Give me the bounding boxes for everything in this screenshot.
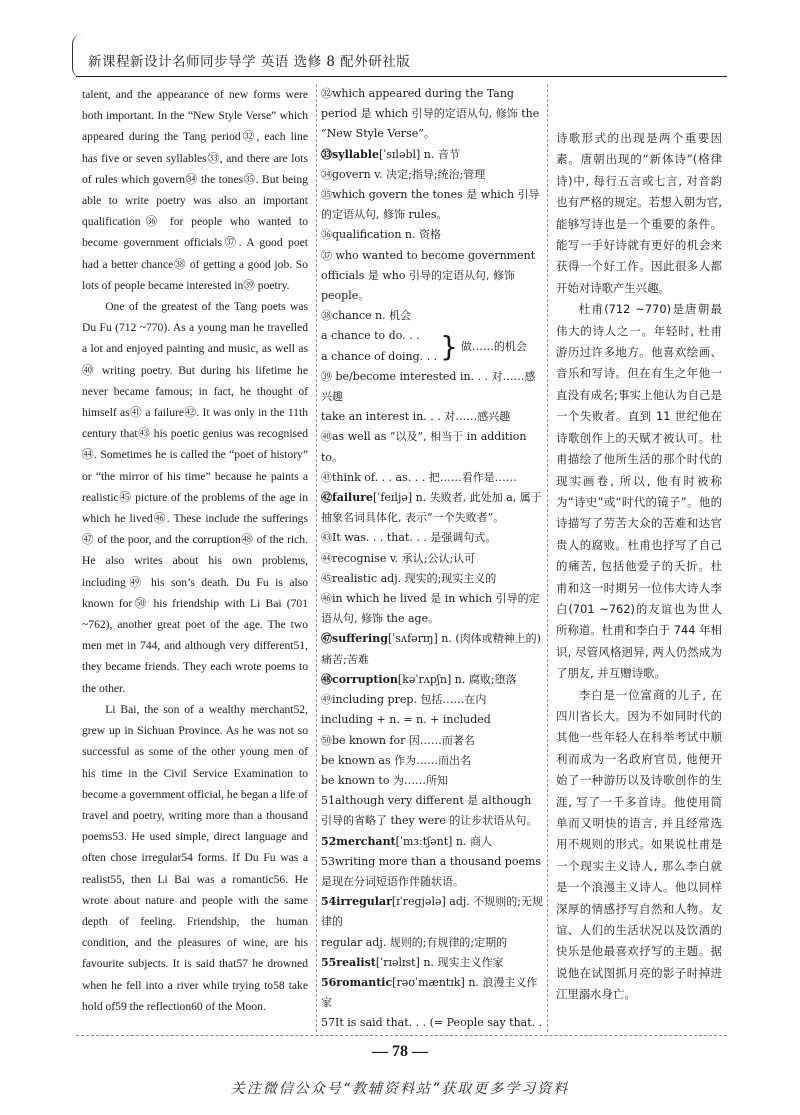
note-headword: ㊷failure bbox=[321, 491, 374, 505]
note-text: ㊱qualification n. 资格 bbox=[321, 228, 441, 242]
chinese-translation-column bbox=[556, 128, 722, 1076]
vocabulary-note bbox=[321, 892, 543, 932]
vocabulary-note bbox=[321, 710, 543, 730]
note-text: 57It is said that. . . (= People say that. . bbox=[321, 1016, 543, 1030]
chance-phrases bbox=[321, 326, 543, 366]
phrase-line: a chance to do. . . bbox=[321, 329, 420, 343]
vocabulary-notes-column bbox=[316, 84, 548, 1032]
vocabulary-note bbox=[321, 165, 543, 185]
chinese-paragraph-3: 李白是一位富商的儿子, 在四川省长大。因为不如同时代的其他一些年轻人在科举考试中顺利而成为一名政府官员, 他便开始了一种游历以及诗歌创作的生涯, 写了一千多首诗。他使用简单而又明快的语言, 并且经常选用不规则的形式。如果说杜甫是一个现实主义诗人, 那么李白就是一个浪漫主义诗人。他以同样深厚的情感抒写自然和人物。友谊、人们的生活状况以及饮酒的快乐是他最喜欢抒写的主题。据说他在试图抓月亮的影子时掉进江里溺水身亡。 bbox=[556, 687, 722, 1002]
vocabulary-note bbox=[321, 407, 543, 427]
english-text-column bbox=[82, 84, 308, 1032]
note-text: be known as 作为……而出名 bbox=[321, 753, 472, 767]
vocabulary-note bbox=[321, 670, 543, 690]
vocabulary-note bbox=[321, 731, 543, 751]
chinese-paragraph-2: 杜甫(712 ~770)是唐朝最伟大的诗人之一。年轻时, 杜甫游历过许多地方。他喜欢绘画、音乐和写诗。但在有生之年他一直没有成名;事实上他认为自己是一个失败者。直到 11 世纪他在诗歌创作上的天赋才被认可。杜甫描绘了他所生活的那个时代的现实画卷, 所以, 他有时被称为“诗史”或“时代的镜子”。他的诗描写了劳苦大众的苦难和达官贵人的腐败。杜甫也抒写了自己的痛苦, 包括他爱子的夭折。杜甫和这一时期另一位伟大诗人李白(701 ~762)的友谊也为世人所称道。杜甫和李白于 744 年相识, 尽管风格迥异, 两人仍然成为了朋友, 并互赠诗歌。 bbox=[556, 302, 722, 681]
note-text: be known to 为……所知 bbox=[321, 773, 448, 787]
note-text: [ˈsɪləbl] n. 音节 bbox=[378, 147, 460, 161]
note-text: ㉜which appeared during the Tang period 是 which 引导的定语从句, 修饰 the “New Style Verse”。 bbox=[321, 87, 540, 141]
english-paragraph-2: One of the greatest of the Tang poets was Du Fu (712 ~770). As a young man he travelled a lot and enjoyed painting and music, as well as㊵ writing poetry. But during his lifetime he never became famous; in fact, he thought of himself as㊶ a failure㊷. It was only in the 11th century that㊸ his poetic genius was recognised㊹. Sometimes he is called the “poet of history” or “the mirror of his time” because he paints a realistic㊺ picture of the problems of the age in which he lived㊻. These include the sufferings㊼ of the poor, and the corruption㊽ of the rich. He also writes about his own problems, including㊾ his son’s death. Du Fu is also known for㊿ his friendship with Li Bai (701 ~762), another great poet of the age. The two men met in 744, and although very different51, they became friends. They each wrote poems to the other. bbox=[82, 300, 308, 695]
note-text: including + n. = n. + included bbox=[321, 713, 491, 727]
page-header: 新课程新设计名师同步导学 英语 选修 8 配外研社版 bbox=[88, 54, 411, 70]
vocabulary-note bbox=[321, 852, 543, 892]
footer-note: 关注微信公众号“教辅资料站”获取更多学习资料 bbox=[230, 1081, 570, 1097]
note-text: ㊸It was. . . that. . . 是强调句式。 bbox=[321, 531, 497, 545]
vocabulary-note bbox=[321, 771, 543, 791]
note-text: ㊿be known for 因……而著名 bbox=[321, 733, 475, 747]
vocabulary-note bbox=[321, 589, 543, 629]
note-text: ㊲ who wanted to become government officials 是 who 引导的定语从句, 修饰 people。 bbox=[321, 248, 536, 303]
vocabulary-note bbox=[321, 953, 543, 973]
vocabulary-note bbox=[321, 690, 543, 710]
note-text: ㊹recognise v. 承认;公认;认可 bbox=[321, 551, 476, 565]
note-text: ㊻in which he lived 是 in which 引导的定语从句, 修饰 the age。 bbox=[321, 592, 540, 626]
english-paragraph-1: talent, and the appearance of new forms were both important. In the “New Style Verse” which appeared during the Tang period㉜, each line has five or seven syllables㉝, and there are lots of rules which govern㉞ the tones㉟. But being able to write poetry was also an important qualification㊱ for people who wanted to become government officials㊲. A good poet had a better chance㊳ of getting a good job. So lots of people became interested in㊴ poetry. bbox=[82, 88, 308, 292]
note-headword: 56romantic bbox=[321, 975, 393, 989]
phrase-line: a chance of doing. . . bbox=[321, 349, 438, 363]
phrase-meaning: 做……的机会 bbox=[460, 339, 527, 353]
note-text: ㊵as well as “以及”, 相当于 in addition to。 bbox=[321, 430, 527, 464]
note-headword: ㊼suffering bbox=[321, 632, 388, 646]
vocabulary-note bbox=[321, 84, 543, 145]
chinese-paragraph-1: 诗歌形式的出现是两个重要因素。唐朝出现的“新体诗”(格律诗)中, 每行五言或七言, 对音韵也有严格的规定。若想入朝为官, 能够写诗也是一个重要的条件。能写一手好诗就有更好的机会来获得一个好工作。因此很多人都开始对诗歌产生兴趣。 bbox=[556, 131, 722, 295]
vocabulary-note bbox=[321, 185, 543, 225]
vocabulary-note bbox=[321, 225, 543, 245]
vocabulary-note bbox=[321, 427, 543, 467]
vocabulary-note bbox=[321, 569, 543, 589]
vocabulary-note bbox=[321, 528, 543, 548]
vocabulary-note bbox=[321, 791, 543, 831]
note-text: ㊴ be/become interested in. . . 对……感兴趣 bbox=[321, 369, 536, 404]
note-headword: 55realist bbox=[321, 955, 376, 969]
note-text: [ˈmɜːtʃənt] n. 商人 bbox=[395, 834, 492, 848]
vocabulary-note bbox=[321, 832, 543, 852]
note-headword: ㊽corruption bbox=[321, 672, 398, 686]
vocabulary-note bbox=[321, 1013, 543, 1032]
note-text: ㉟which govern the tones 是 which 引导的定语从句, 修饰 rules。 bbox=[321, 188, 540, 222]
vocabulary-note bbox=[321, 629, 543, 669]
vocabulary-note bbox=[321, 933, 543, 953]
brace-icon: } bbox=[440, 329, 458, 363]
note-text: ㊳chance n. 机会 bbox=[321, 309, 412, 323]
note-text: [ˈfeɪljə] n. 失败者, 此处加 a, 属于抽象名词具体化, 表示“一个失败者”。 bbox=[321, 491, 542, 525]
english-paragraph-3: Li Bai, the son of a wealthy merchant52, grew up in Sichuan Province. As he was not so successful as some of the other young men of his time in the Civil Service Examination to become a government official, he began a life of travel and poetry, writing more than a thousand poems53. He used simple, direct language and often chose irregular54 forms. If Du Fu was a realist55, then Li Bai was a romantic56. He wrote about nature and people with the same depth of feeling. Friendship, the human condition, and the pleasures of wine, are his favourite subjects. It is said that57 he drowned when he fell into a river while trying to58 take hold of59 the reflection60 of the Moon. bbox=[82, 702, 308, 1013]
note-text: ㊾including prep. 包括……在内 bbox=[321, 693, 487, 707]
note-text: [ɪˈreɡjələ] adj. 不规则的;无规律的 bbox=[321, 895, 543, 929]
page-number: — 78 — bbox=[372, 1043, 428, 1060]
vocabulary-note bbox=[321, 973, 543, 1013]
vocabulary-note bbox=[321, 367, 543, 407]
note-text: take an interest in. . . 对……感兴趣 bbox=[321, 410, 511, 424]
vocabulary-note bbox=[321, 246, 543, 307]
note-text: ㉞govern v. 决定;指导;统治;管理 bbox=[321, 167, 486, 181]
vocabulary-note bbox=[321, 468, 543, 488]
note-text: [rəʊˈmæntɪk] n. 浪漫主义作家 bbox=[321, 975, 538, 1010]
note-text: regular adj. 规则的;有规律的;定期的 bbox=[321, 935, 508, 949]
note-headword: 52merchant bbox=[321, 834, 396, 848]
note-headword: ㉝syllable bbox=[321, 147, 379, 161]
note-text: ㊺realistic adj. 现实的;现实主义的 bbox=[321, 571, 497, 585]
vocabulary-note bbox=[321, 488, 543, 528]
note-text: 51although very different 是 although 引导的省略了 they were 的让步状语从句。 bbox=[321, 794, 538, 828]
vocabulary-note bbox=[321, 549, 543, 569]
note-text: [ˈrɪəlɪst] n. 现实主义作家 bbox=[375, 955, 504, 969]
note-headword: 54irregular bbox=[321, 895, 392, 909]
vocabulary-note bbox=[321, 145, 543, 165]
vocabulary-note bbox=[321, 751, 543, 771]
header-bracket bbox=[72, 34, 83, 78]
note-text: ㊶think of. . . as. . . 把……看作是…… bbox=[321, 470, 517, 484]
note-text: 53writing more than a thousand poems 是现在分词短语作伴随状语。 bbox=[321, 854, 542, 888]
note-text: [ˈsʌfərɪŋ] n. (肉体或精神上的)痛苦;苦难 bbox=[321, 632, 541, 666]
vocabulary-note bbox=[321, 306, 543, 326]
note-text: [kəˈrʌpʃn] n. 腐败;堕落 bbox=[397, 672, 517, 686]
